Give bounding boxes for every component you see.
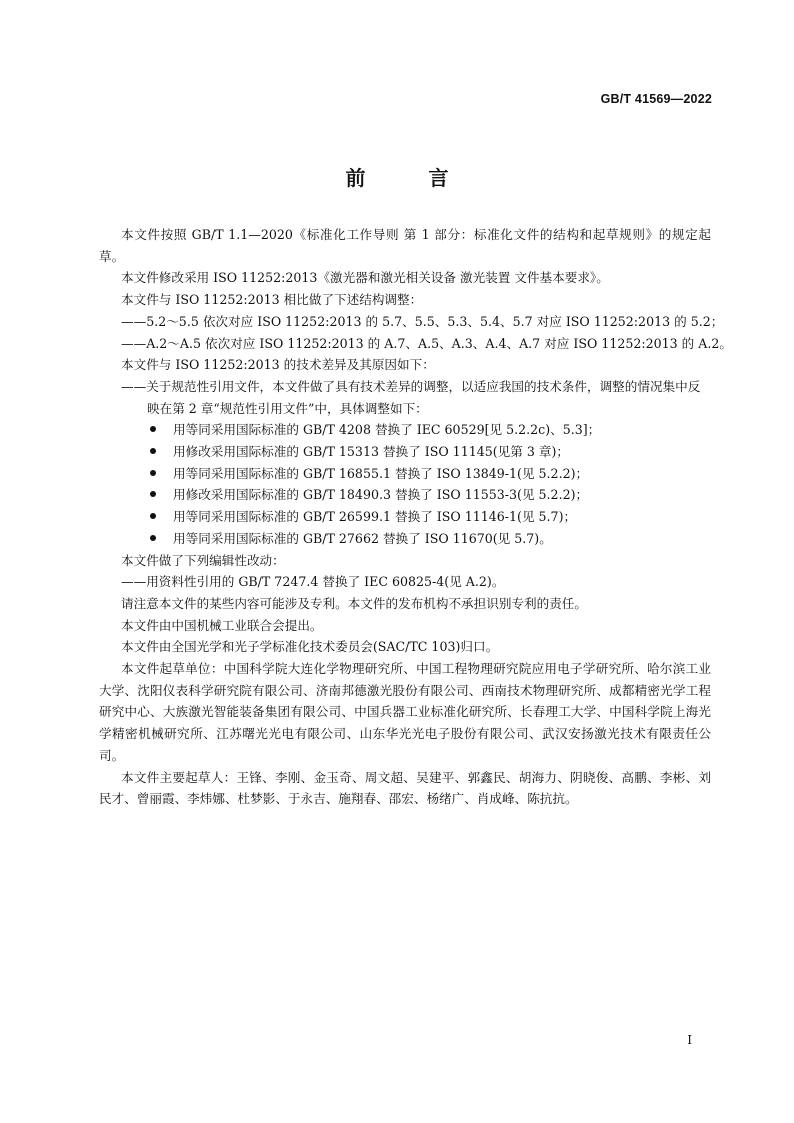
paragraph-drafting-rules: 本文件按照 GB/T 1.1—2020《标准化工作导则 第 1 部分：标准化文件的结构和起草规则》的规定起草。 [99, 227, 711, 264]
bullet-icon [150, 448, 156, 454]
paragraph-main-drafters: 本文件主要起草人：王锋、李刚、金玉奇、周文超、吴建平、郭鑫民、胡海力、阴晓俊、高鹏、李彬、刘民才、曾丽霞、李炜娜、杜梦影、于永吉、施翔春、邵宏、杨绪广、肖成峰、陈抗抗。 [99, 769, 711, 807]
dash-item-structure-1: ——5.2～5.5 依次对应 ISO 11252:2013 的 5.7、5.5、5.3、5.4、5.7 对应 ISO 11252:2013 的 5.2； [121, 313, 724, 329]
paragraph-editorial-changes: 本文件做了下列编辑性改动： [121, 552, 285, 568]
dash-item-editorial: ——用资料性引用的 GB/T 7247.4 替换了 IEC 60825-4(见 A.2)。 [121, 574, 505, 590]
bullet-item: 用修改采用国际标准的 GB/T 18490.3 替换了 ISO 11553-3(见 5.2.2)； [99, 484, 711, 506]
paragraph-technical-differences: 本文件与 ISO 11252:2013 的技术差异及其原因如下： [121, 357, 435, 373]
paragraph-drafting-organizations: 本文件起草单位：中国科学院大连化学物理研究所、中国工程物理研究院应用电子学研究所、哈尔滨工业大学、沈阳仪表科学研究院有限公司、济南邦德激光股份有限公司、西南技术物理研究所、成都精密光学工程研究中心、大族激光智能装备集团有限公司、中国兵器工业标准化研究所、长春理工大学、中国科学院上海光学精密机械研究所、江苏曙光光电有限公司、山东华光光电子股份有限公司、武汉安扬激光技术有限责任公司。 [99, 661, 711, 763]
paragraph-structure-changes: 本文件与 ISO 11252:2013 相比做了下述结构调整： [121, 292, 423, 308]
page-number: I [687, 1033, 692, 1047]
bullet-item: 用等同采用国际标准的 GB/T 4208 替换了 IEC 60529[见 5.2.2c)、5.3]； [99, 419, 711, 441]
bullet-icon [150, 470, 156, 476]
bullet-icon [150, 535, 156, 541]
paragraph-patent-notice: 请注意本文件的某些内容可能涉及专利。本文件的发布机构不承担识别专利的责任。 [121, 595, 587, 611]
standard-code: GB/T 41569—2022 [600, 92, 712, 106]
bullet-item: 用等同采用国际标准的 GB/T 26599.1 替换了 ISO 11146-1(见 5.7)； [99, 506, 711, 528]
paragraph-adoption: 本文件修改采用 ISO 11252:2013《激光器和激光相关设备 激光装置 文件基本要求》。 [121, 270, 609, 286]
paragraph-under-jurisdiction: 本文件由全国光学和光子学标准化技术委员会(SAC/TC 103)归口。 [121, 639, 499, 655]
dash-item-normative-references: ——关于规范性引用文件，本文件做了具有技术差异的调整，以适应我国的技术条件，调整的情况集中反映在第 2 章“规范性引用文件”中，具体调整如下： [121, 378, 701, 416]
bullet-item: 用等同采用国际标准的 GB/T 16855.1 替换了 ISO 13849-1(见 5.2.2)； [99, 463, 711, 485]
foreword-body [99, 224, 732, 810]
dash-item-structure-2: ——A.2～A.5 依次对应 ISO 11252:2013 的 A.7、A.5、A.3、A.4、A.7 对应 ISO 11252:2013 的 A.2。 [121, 335, 732, 351]
bullet-item: 用修改采用国际标准的 GB/T 15313 替换了 ISO 11145(见第 3 章)； [99, 441, 711, 463]
paragraph-proposed-by: 本文件由中国机械工业联合会提出。 [121, 617, 323, 633]
bullet-item: 用等同采用国际标准的 GB/T 27662 替换了 ISO 11670(见 5.7)。 [99, 528, 711, 550]
page-title: 前 言 [345, 166, 477, 190]
